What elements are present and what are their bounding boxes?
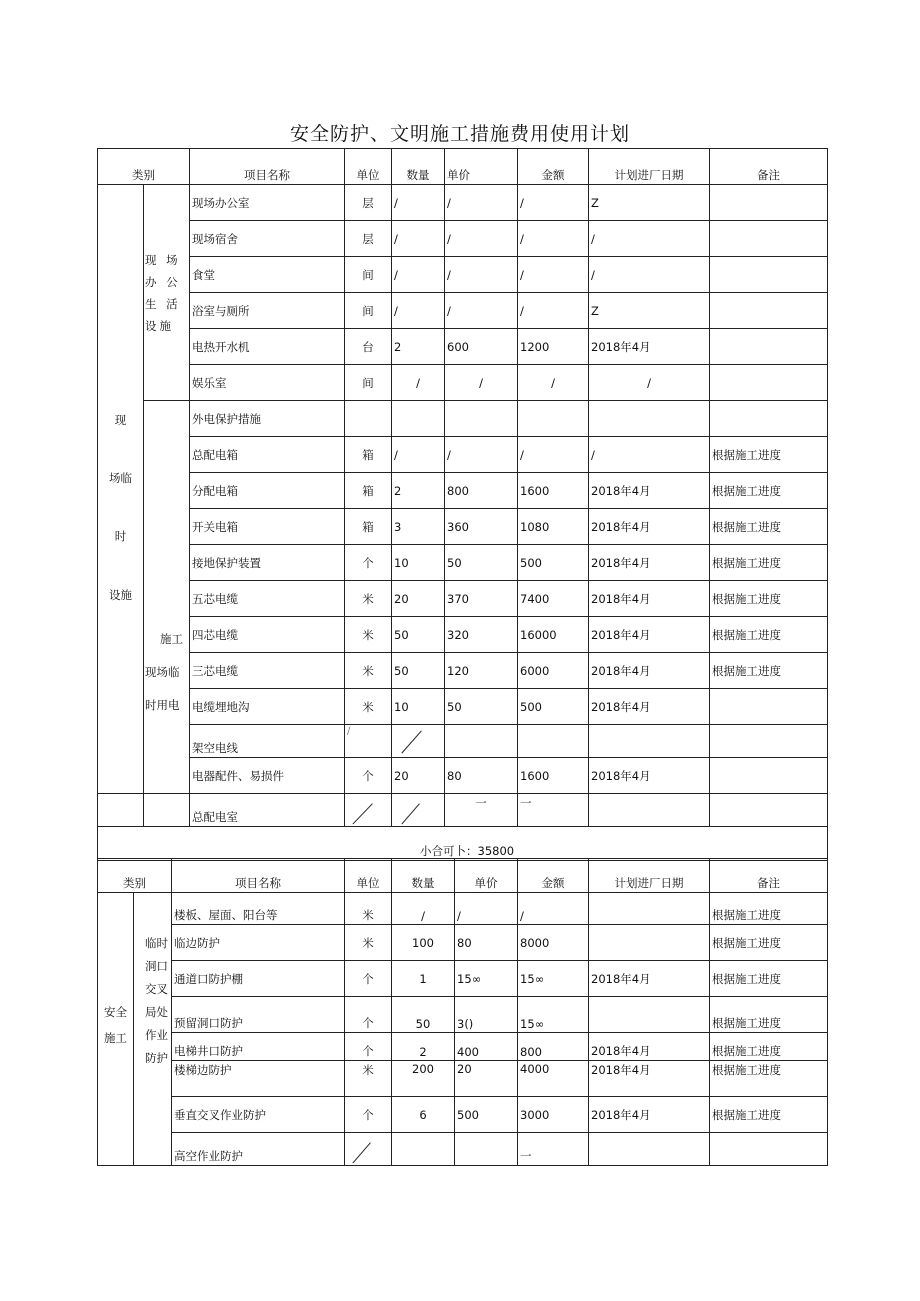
item-price: / [445,365,518,401]
table-header-row [98,149,828,185]
item-name: 现场宿舍 [190,221,345,257]
item-name: 楼板、屋面、阳台等 [172,893,345,925]
item-name: 电梯井口防护 [172,1033,345,1061]
item-name: 分配电箱 [190,473,345,509]
slash-mark [392,725,445,758]
item-unit: 米 [345,617,392,653]
item-amount: 15∞ [518,997,589,1033]
header-name: 项目名称 [190,149,345,185]
item-qty: 10 [392,689,445,725]
item-unit: 个 [345,961,392,997]
item-date: 2018年4月 [589,1033,710,1061]
table-row [98,401,828,437]
item-unit: 米 [345,1061,392,1097]
item-amount: 15∞ [518,961,589,997]
item-name: 三芯电缆 [190,653,345,689]
item-name: 楼梯边防护 [172,1061,345,1097]
item-unit: 箱 [345,509,392,545]
item-date [589,893,710,925]
header-category: 类别 [98,859,172,893]
header-name: 项目名称 [172,859,345,893]
item-unit: 个 [345,545,392,581]
item-name: 浴室与厕所 [190,293,345,329]
item-qty: 200 [392,1061,455,1097]
item-unit: 箱 [345,437,392,473]
header-unit: 单位 [345,859,392,893]
item-unit: 间 [345,293,392,329]
item-date: 2018年4月 [589,1097,710,1133]
category-char: 现 [114,413,127,427]
item-amount: 7400 [518,581,589,617]
item-name: 总配电室 [190,794,345,827]
item-name: 架空电线 [190,725,345,758]
item-date: / [589,365,710,401]
item-date: 2018年4月 [589,329,710,365]
item-qty: 1 [392,961,455,997]
item-unit: 层 [345,185,392,221]
item-remark [710,401,828,437]
item-date: 2018年4月 [589,1061,710,1097]
item-date: 2018年4月 [589,545,710,581]
table-row [98,794,828,827]
item-remark: 根据施工进度 [710,893,828,925]
header-date: 计划进厂日期 [589,149,710,185]
table-row [98,1133,828,1166]
item-unit: 箱 [345,473,392,509]
item-remark [710,1133,828,1166]
item-date: 2018年4月 [589,758,710,794]
item-qty: 2 [392,1033,455,1061]
header-unit: 单位 [345,149,392,185]
item-name: 总配电箱 [190,437,345,473]
item-name: 娱乐室 [190,365,345,401]
safety-table [97,858,828,1166]
item-qty: / [392,257,445,293]
item-name: 垂直交叉作业防护 [172,1097,345,1133]
item-remark: 根据施工进度 [710,437,828,473]
item-price: 50 [445,689,518,725]
subcategory-line: 洞口 [145,959,168,973]
item-remark [710,365,828,401]
item-remark: 根据施工进度 [710,617,828,653]
item-date: 2018年4月 [589,653,710,689]
item-unit: 米 [345,893,392,925]
item-qty: 50 [392,653,445,689]
item-unit: / [345,725,392,758]
table-row [98,689,828,725]
item-date [589,997,710,1033]
header-amount: 金额 [518,149,589,185]
table-row [98,185,828,221]
item-remark: 根据施工进度 [710,653,828,689]
header-price: 单价 [445,149,518,185]
item-date [589,925,710,961]
item-price: / [445,185,518,221]
table-row [98,653,828,689]
item-remark [710,221,828,257]
item-qty: 50 [392,997,455,1033]
item-name: 五芯电缆 [190,581,345,617]
item-unit: 米 [345,925,392,961]
category-char: 时 [114,529,127,543]
item-amount: 800 [518,1033,589,1061]
item-qty: / [392,293,445,329]
item-price: 120 [445,653,518,689]
subcategory-line: 现场临 [145,664,180,679]
item-price [455,1133,518,1166]
item-unit [345,401,392,437]
subcategory-cell [134,893,172,1166]
subcategory-power [144,401,190,794]
table-row [98,509,828,545]
slash-mark-icon [392,794,444,826]
header-price: 单价 [455,859,518,893]
item-price: 800 [445,473,518,509]
item-date: 2018年4月 [589,617,710,653]
item-name: 外电保护措施 [190,401,345,437]
table-row [98,925,828,961]
item-name: 通道口防护棚 [172,961,345,997]
table-row [98,1033,828,1061]
item-amount: / [518,185,589,221]
subcategory-office [144,185,190,401]
item-amount: 8000 [518,925,589,961]
item-date: 2018年4月 [589,689,710,725]
item-qty: / [392,185,445,221]
item-qty: 10 [392,545,445,581]
header-amount: 金额 [518,859,589,893]
subcategory-line: 临时 [145,936,168,950]
item-unit: 层 [345,221,392,257]
slash-mark [392,794,445,827]
table-row [98,257,828,293]
table-row [98,1061,828,1097]
item-unit: 米 [345,653,392,689]
item-date: Z [589,185,710,221]
category-char: 场临 [109,471,132,485]
subcategory-line: 局处 [145,1005,168,1019]
category-cell [98,185,144,794]
table-row [98,893,828,925]
facilities-table [97,148,828,861]
item-amount: / [518,221,589,257]
table-row [98,961,828,997]
item-date: / [589,221,710,257]
item-amount: / [518,257,589,293]
item-name: 电器配件、易损件 [190,758,345,794]
category-line: 施工 [104,1031,127,1045]
item-qty: 20 [392,758,445,794]
item-qty [392,401,445,437]
header-remark: 备注 [710,149,828,185]
item-amount [518,725,589,758]
category-line: 安全 [104,1005,127,1019]
item-date [589,1133,710,1166]
item-price: 20 [455,1061,518,1097]
table-row [98,221,828,257]
slash-mark [345,794,392,827]
item-amount [518,401,589,437]
item-qty: / [392,437,445,473]
item-qty: 6 [392,1097,455,1133]
header-qty: 数量 [392,149,445,185]
item-qty: 3 [392,509,445,545]
table-row [98,365,828,401]
empty-cell [98,794,144,827]
item-unit: 米 [345,581,392,617]
item-remark: 根据施工进度 [710,997,828,1033]
header-category: 类别 [98,149,190,185]
item-price [445,401,518,437]
item-unit: 个 [345,997,392,1033]
item-unit: 间 [345,257,392,293]
item-amount: 一 [518,1133,589,1166]
item-amount: 1600 [518,758,589,794]
item-remark [710,794,828,827]
table-header-row [98,859,828,893]
item-remark: 根据施工进度 [710,1033,828,1061]
subtotal-row [98,827,828,861]
item-unit: 个 [345,1033,392,1061]
table-row [98,293,828,329]
header-qty: 数量 [392,859,455,893]
table-row [98,758,828,794]
item-name: 电热开水机 [190,329,345,365]
item-remark [710,725,828,758]
table-row [98,997,828,1033]
item-remark: 根据施工进度 [710,925,828,961]
table-row [98,725,828,758]
item-amount: / [518,893,589,925]
subcategory-line: 交叉 [145,982,168,996]
item-date [589,401,710,437]
item-remark [710,293,828,329]
item-name: 开关电箱 [190,509,345,545]
subcategory-line: 时用电 [145,697,180,712]
item-date: 2018年4月 [589,581,710,617]
item-name: 接地保护装置 [190,545,345,581]
item-price: 一 [445,794,518,827]
table-row [98,473,828,509]
item-qty: 50 [392,617,445,653]
item-date [589,725,710,758]
item-remark [710,758,828,794]
header-date: 计划进厂日期 [589,859,710,893]
item-remark: 根据施工进度 [710,961,828,997]
item-amount: 16000 [518,617,589,653]
item-date: 2018年4月 [589,961,710,997]
item-remark: 根据施工进度 [710,581,828,617]
item-amount: 1080 [518,509,589,545]
table-row [98,437,828,473]
item-remark: 根据施工进度 [710,1097,828,1133]
item-price: 500 [455,1097,518,1133]
item-price: 80 [455,925,518,961]
item-price: 3() [455,997,518,1033]
item-remark: 根据施工进度 [710,473,828,509]
item-qty: / [392,893,455,925]
item-unit: 台 [345,329,392,365]
item-name: 临边防护 [172,925,345,961]
item-name: 预留洞口防护 [172,997,345,1033]
item-amount: / [518,293,589,329]
category-cell [98,893,134,1166]
table-row [98,581,828,617]
item-amount: / [518,437,589,473]
item-price: 360 [445,509,518,545]
item-price: / [455,893,518,925]
item-remark: 根据施工进度 [710,545,828,581]
item-date [589,794,710,827]
item-qty: 2 [392,329,445,365]
item-price: 15∞ [455,961,518,997]
item-remark [710,257,828,293]
item-price [445,725,518,758]
header-remark: 备注 [710,859,828,893]
subcategory-label: 现 场 办 公 生 活 设施 [145,252,181,333]
item-name: 食堂 [190,257,345,293]
slash-mark-icon [345,1133,391,1165]
subcategory-line: 作业 [145,1028,168,1042]
item-remark [710,185,828,221]
item-amount: 1600 [518,473,589,509]
item-remark: 根据施工进度 [710,509,828,545]
item-unit: 米 [345,689,392,725]
item-name: 现场办公室 [190,185,345,221]
item-date: / [589,437,710,473]
item-date: Z [589,293,710,329]
item-amount: 500 [518,545,589,581]
item-price: 600 [445,329,518,365]
item-unit: 个 [345,1097,392,1133]
item-amount: 一 [518,794,589,827]
item-remark: 根据施工进度 [710,1061,828,1097]
item-qty: 100 [392,925,455,961]
item-unit: 个 [345,758,392,794]
item-remark [710,329,828,365]
item-price: / [445,257,518,293]
item-amount: / [518,365,589,401]
subcategory-line: 防护 [145,1051,168,1065]
item-qty: 2 [392,473,445,509]
item-date: 2018年4月 [589,509,710,545]
category-char: 设施 [109,588,132,602]
table-row [98,617,828,653]
item-price: 370 [445,581,518,617]
table-row [98,545,828,581]
item-name: 高空作业防护 [172,1133,345,1166]
item-amount: 1200 [518,329,589,365]
item-unit: 间 [345,365,392,401]
item-name: 电缆埋地沟 [190,689,345,725]
table-row [98,329,828,365]
item-qty: 20 [392,581,445,617]
item-qty: / [392,221,445,257]
item-price: 400 [455,1033,518,1061]
item-name: 四芯电缆 [190,617,345,653]
item-date: / [589,257,710,293]
item-amount: 6000 [518,653,589,689]
slash-mark [345,1133,392,1166]
item-remark [710,689,828,725]
subtotal-cell [98,827,828,861]
slash-mark-icon [392,725,444,757]
item-qty: / [392,365,445,401]
subcategory-line: 施工 [160,631,183,646]
table-row [98,1097,828,1133]
subtotal-text: 小合可卜：35800 [420,844,515,858]
item-price: 320 [445,617,518,653]
item-amount: 500 [518,689,589,725]
item-price: / [445,293,518,329]
item-price: / [445,221,518,257]
page-title: 安全防护、文明施工措施费用使用计划 [289,123,630,145]
item-price: 80 [445,758,518,794]
item-price: 50 [445,545,518,581]
item-price: / [445,437,518,473]
empty-cell [144,794,190,827]
item-amount: 4000 [518,1061,589,1097]
item-date: 2018年4月 [589,473,710,509]
slash-mark-icon [345,794,391,826]
item-amount: 3000 [518,1097,589,1133]
item-qty [392,1133,455,1166]
